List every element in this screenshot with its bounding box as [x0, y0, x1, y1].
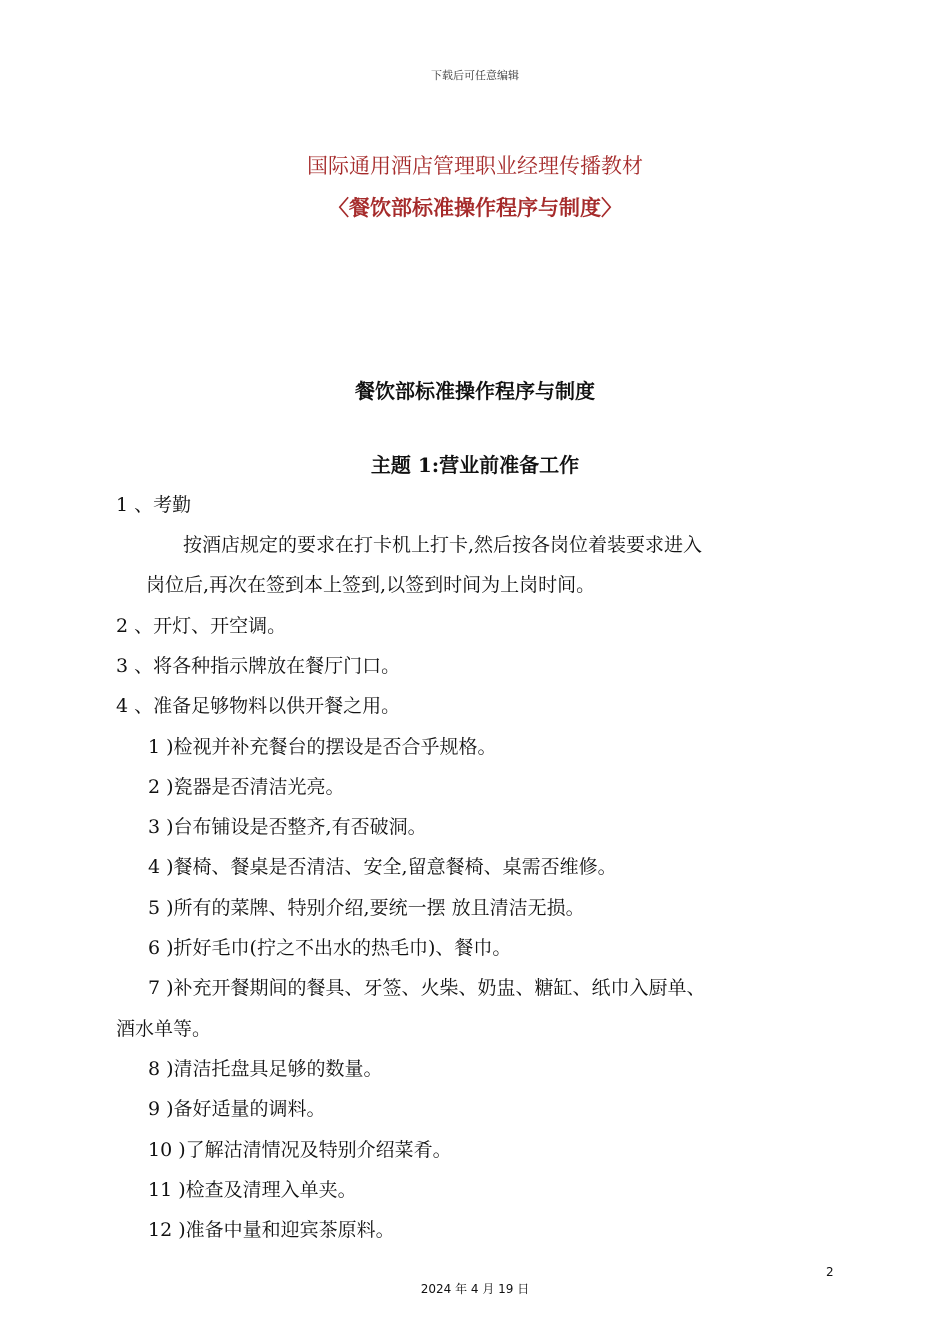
- list-item: 2 )瓷器是否清洁光亮。: [148, 776, 345, 798]
- footer-date: 2024 年 4 月 19 日: [420, 1282, 530, 1296]
- list-item: 4 、准备足够物料以供开餐之用。: [116, 695, 401, 717]
- list-item: 9 )备好适量的调料。: [148, 1098, 326, 1120]
- header-note: 下载后可任意编辑: [431, 69, 519, 82]
- list-item: 12 )准备中量和迎宾茶原料。: [148, 1219, 395, 1241]
- section-title: 餐饮部标准操作程序与制度: [355, 379, 595, 403]
- list-item: 3 、将各种指示牌放在餐厅门口。: [116, 655, 401, 677]
- list-item: 4 )餐椅、餐桌是否清洁、安全,留意餐椅、桌需否维修。: [148, 856, 617, 878]
- list-item: 1 )检视并补充餐台的摆设是否合乎规格。: [148, 736, 497, 758]
- list-item: 7 )补充开餐期间的餐具、牙签、火柴、奶盅、糖缸、纸巾入厨单、: [148, 977, 706, 999]
- list-item: 按酒店规定的要求在打卡机上打卡,然后按各岗位着装要求进入: [183, 534, 703, 556]
- list-item: 5 )所有的菜牌、特别介绍,要统一摆 放且清洁无损。: [148, 897, 585, 919]
- page-number: 2: [826, 1265, 834, 1279]
- list-item: 8 )清洁托盘具足够的数量。: [148, 1058, 383, 1080]
- list-item: 酒水单等。: [116, 1018, 212, 1040]
- list-item: 6 )折好毛巾(拧之不出水的热毛巾)、餐巾。: [148, 937, 512, 959]
- list-item: 岗位后,再次在签到本上签到,以签到时间为上岗时间。: [146, 574, 596, 596]
- list-item: 1 、考勤: [116, 494, 192, 516]
- list-item: 11 )检查及清理入单夹。: [148, 1179, 357, 1201]
- list-item: 3 )台布铺设是否整齐,有否破洞。: [148, 816, 427, 838]
- list-item: 2 、开灯、开空调。: [116, 615, 287, 637]
- main-title: 国际通用酒店管理职业经理传播教材: [307, 154, 643, 178]
- sub-title: 〈餐饮部标准操作程序与制度〉: [328, 195, 622, 220]
- topic-title: 主题 1:营业前准备工作: [370, 453, 580, 477]
- list-item: 10 )了解沽清情况及特别介绍菜肴。: [148, 1139, 452, 1161]
